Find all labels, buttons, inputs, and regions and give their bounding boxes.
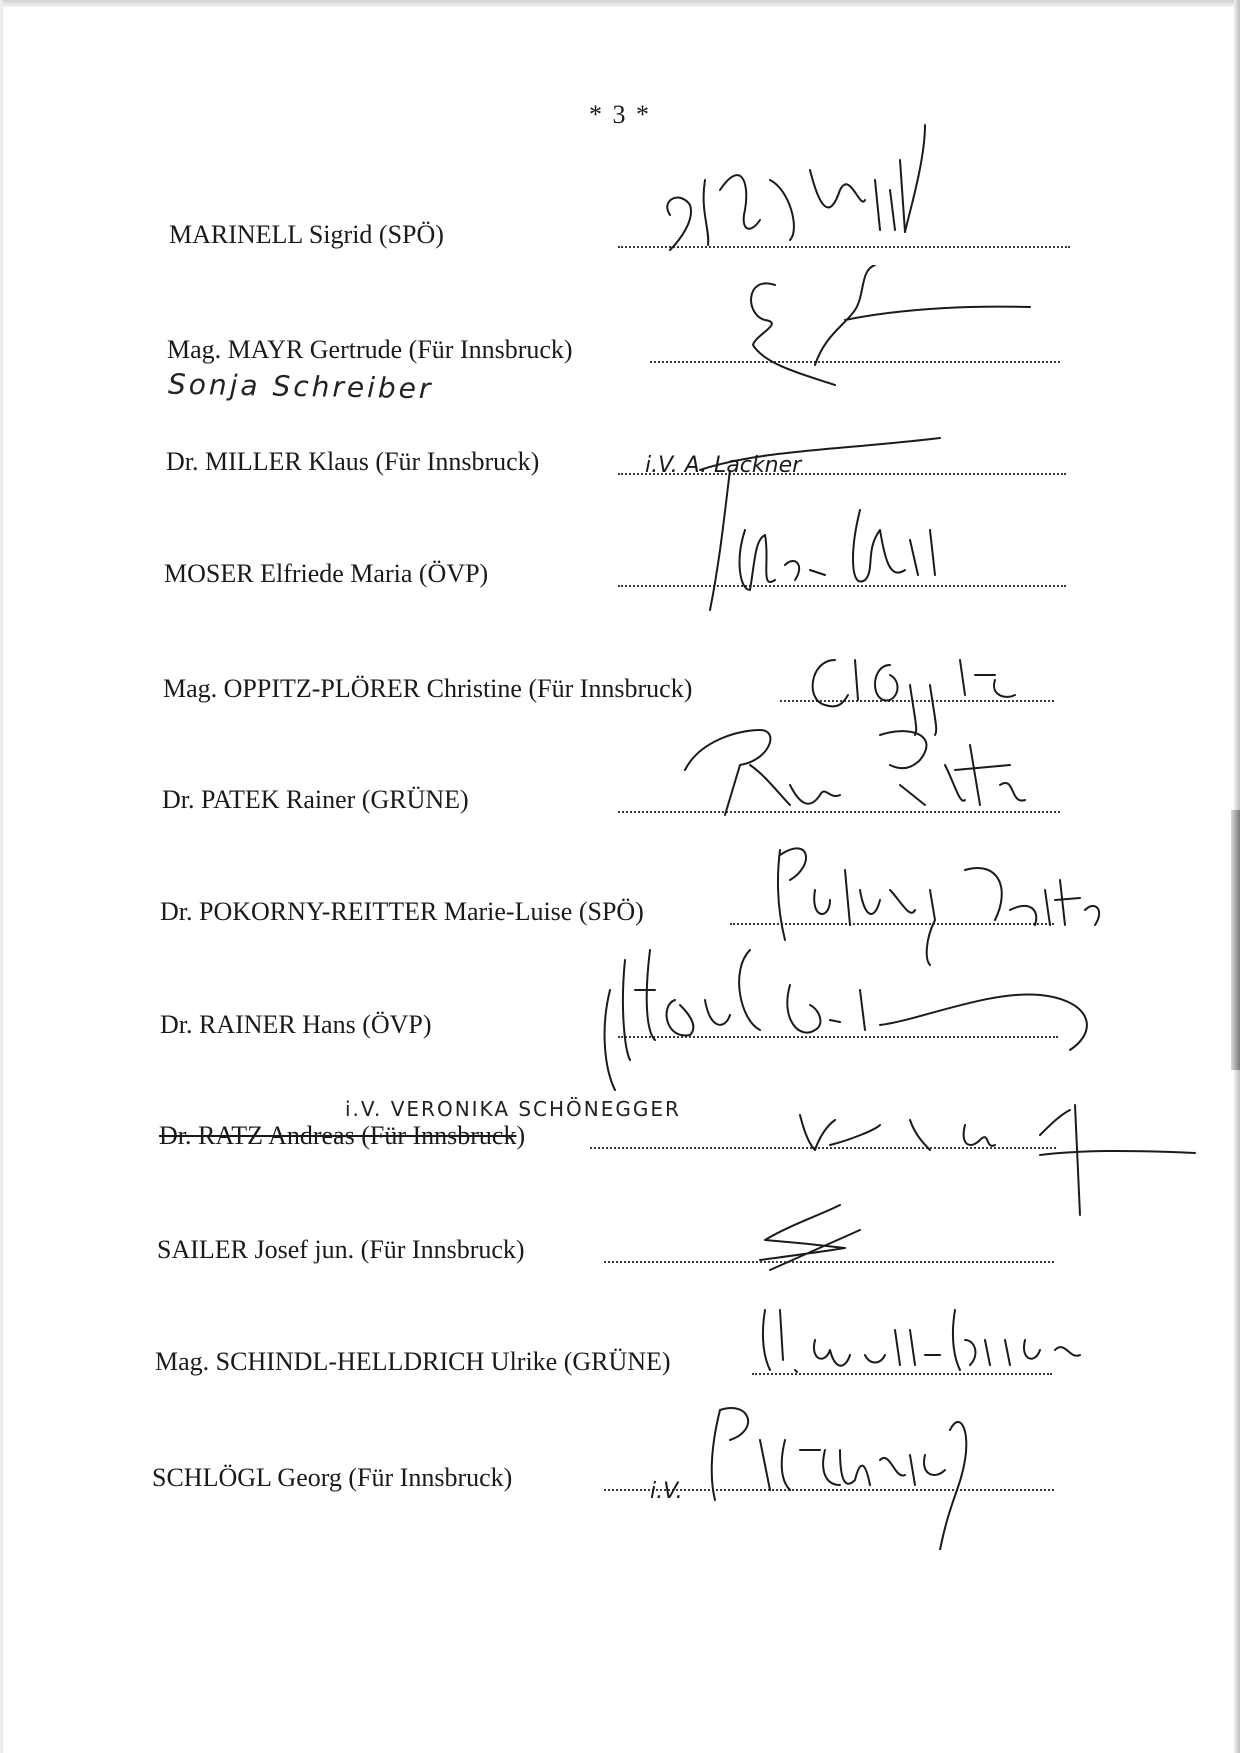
signature-line — [780, 700, 1054, 702]
signature-mayr — [735, 265, 1035, 395]
handwritten-substitute-name: Sonja Schreiber — [167, 367, 434, 406]
page-number: * 3 * — [589, 100, 651, 129]
signature-schindl — [755, 1300, 1115, 1400]
member-name: Mag. OPPITZ-PLÖRER Christine (Für Innsbruck) — [163, 674, 693, 703]
signature-line — [650, 361, 1060, 363]
member-name: SCHLÖGL Georg (Für Innsbruck) — [152, 1463, 513, 1492]
scan-edge-shadow — [1231, 810, 1240, 1070]
signature-line — [618, 585, 1066, 587]
signature-line — [730, 923, 1054, 925]
signature-row-marinell — [169, 220, 444, 250]
signature-row-rainer — [160, 1010, 432, 1040]
member-name: MARINELL Sigrid (SPÖ) — [169, 220, 444, 249]
signature-patek — [680, 725, 1060, 825]
signature-line — [618, 811, 1060, 813]
signature-row-schloegl — [152, 1463, 512, 1493]
signature-line — [590, 1147, 1056, 1149]
member-name: MOSER Elfriede Maria (ÖVP) — [164, 559, 489, 588]
signature-line — [604, 1261, 1054, 1263]
signature-row-miller — [166, 447, 539, 477]
signature-text: i.V. A. Lackner — [645, 453, 802, 478]
member-name-tail: ) — [516, 1121, 526, 1150]
member-name-struck: Dr. RATZ Andreas (Für Innsbruck — [159, 1121, 517, 1150]
signature-row-pokorny — [160, 897, 644, 927]
signature-row-mayr — [167, 335, 573, 365]
signature-moser — [690, 470, 970, 620]
member-name: Dr. PATEK Rainer (GRÜNE) — [162, 785, 469, 814]
signature-row-patek — [162, 785, 469, 815]
scan-edge-left — [0, 0, 3, 1753]
signature-row-moser — [164, 559, 488, 589]
scan-edge-top — [0, 0, 1240, 7]
signature-line — [618, 1036, 1058, 1038]
signature-row-sailer — [157, 1235, 525, 1265]
signature-line — [604, 1489, 1054, 1491]
signature-line — [618, 246, 1070, 248]
signature-pokorny — [760, 830, 1120, 970]
member-name: Dr. POKORNY-REITTER Marie-Luise (SPÖ) — [160, 897, 644, 926]
signature-row-oppitz — [163, 674, 692, 704]
handwritten-substitute-name: i.V. VERONIKA SCHÖNEGGER — [345, 1097, 681, 1121]
member-name: SAILER Josef jun. (Für Innsbruck) — [157, 1235, 525, 1264]
signature-line — [618, 473, 1066, 475]
member-name: Mag. SCHINDL-HELLDRICH Ulrike (GRÜNE) — [155, 1347, 671, 1376]
svg-text:i.V.: i.V. — [650, 1479, 683, 1504]
member-name: Mag. MAYR Gertrude (Für Innsbruck) — [167, 335, 573, 364]
member-name: Dr. RAINER Hans (ÖVP) — [160, 1010, 432, 1039]
signature-row-schindl — [155, 1347, 671, 1377]
signature-line — [752, 1373, 1052, 1375]
signature-miller — [640, 430, 960, 490]
signature-oppitz — [800, 640, 1060, 740]
signature-ratz — [780, 1085, 1200, 1225]
signature-sailer — [750, 1200, 870, 1280]
signature-row-ratz — [159, 1121, 525, 1151]
member-name: Dr. MILLER Klaus (Für Innsbruck) — [166, 447, 540, 476]
signature-rainer — [590, 930, 1110, 1100]
signature-schloegl — [650, 1390, 1010, 1550]
